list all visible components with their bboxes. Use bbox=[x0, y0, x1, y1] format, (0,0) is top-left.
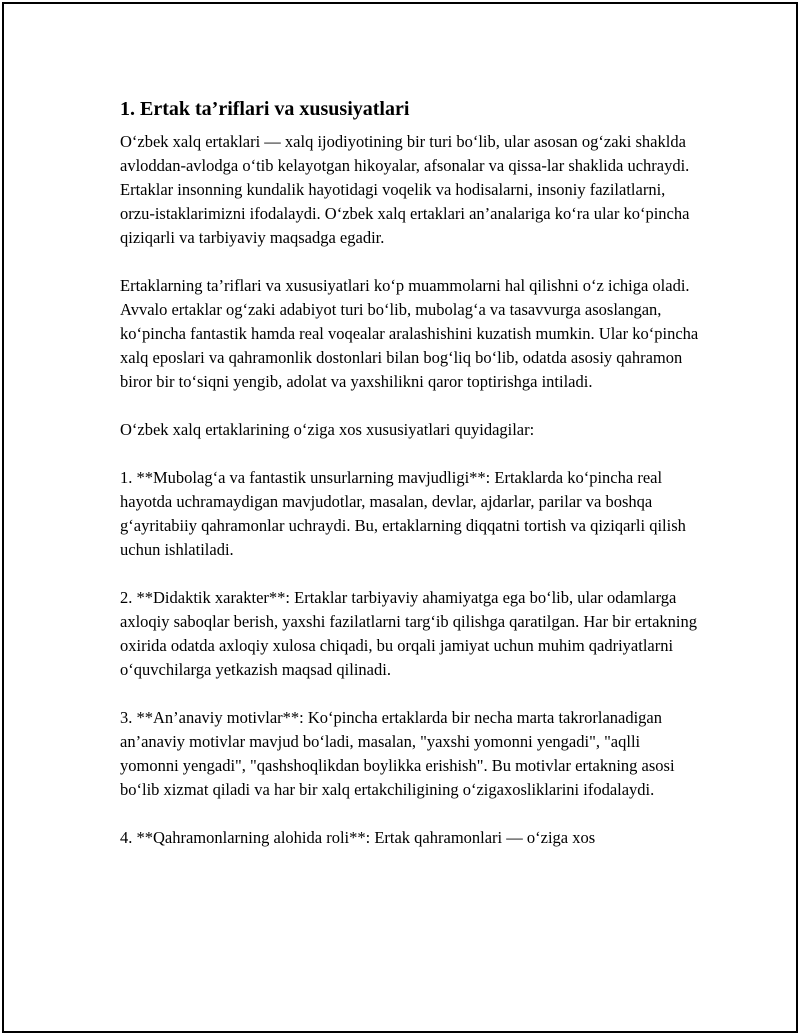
paragraph-definitions: Ertaklarning ta’riflari va xususiyatlari ko‘p muammolarni hal qilishni o‘z ichiga oladi. Avvalo ertaklar og‘zaki adabiyot turi bo‘lib, mubolag‘a va tasavvurga asoslangan, ko‘pincha fantastik hamda real voqealar aralashishini kuzatish mumkin. Ular ko‘pincha xalq eposlari va qahramonlik dostonlari bilan bog‘liq bo‘lib, odatda asosiy qahramon biror bir to‘siqni yengib, adolat va yaxshilikni qaror toptirishga intiladi. bbox=[120, 276, 699, 391]
section-heading: 1. Ertak ta’riflari va xususiyatlari bbox=[120, 98, 410, 120]
list-item-didactic: 2. **Didaktik xarakter**: Ertaklar tarbiyaviy ahamiyatga ega bo‘lib, ular odamlarga axloqiy saboqlar berish, yaxshi fazilatlarni targ‘ib qilishga qaratilgan. Har bir ertakning oxirida odatda axloqiy xulosa chiqadi, bu orqali jamiyat uchun muhim qadriyatlarni o‘quvchilarga yetkazish maqsad qilinadi. bbox=[120, 588, 698, 679]
document-page bbox=[2, 2, 798, 1033]
paragraph-features-intro: O‘zbek xalq ertaklarining o‘ziga xos xususiyatlari quyidagilar: bbox=[120, 420, 535, 439]
list-item-traditional-motifs: 3. **An’anaviy motivlar**: Ko‘pincha ertaklarda bir necha marta takrorlanadigan an’anaviy motivlar mavjud bo‘ladi, masalan, "yaxshi yomonni yengadi", "aqlli yomonni yengadi", "qashshoqlikdan boylikka erishish". Bu motivlar ertakning asosi bo‘lib xizmat qiladi va har bir xalq ertakchiligining o‘zigaxosliklarini ifodalaydi. bbox=[120, 708, 675, 799]
list-item-hyperbole: 1. **Mubolag‘a va fantastik unsurlarning mavjudligi**: Ertaklarda ko‘pincha real hayotda uchramaydigan mavjudotlar, masalan, devlar, ajdarlar, parilar va boshqa g‘ayritabiiy qahramonlar uchraydi. Bu, ertaklarning diqqatni tortish va qiziqarli qilish uchun ishlatiladi. bbox=[120, 468, 686, 559]
list-item-heroes-role: 4. **Qahramonlarning alohida roli**: Ertak qahramonlari — o‘ziga xos bbox=[120, 828, 596, 847]
paragraph-intro: O‘zbek xalq ertaklari — xalq ijodiyotining bir turi bo‘lib, ular asosan og‘zaki shaklda avloddan-avlodga o‘tib kelayotgan hikoyalar, afsonalar va qissa-lar shaklida uchraydi. Ertaklar insonning kundalik hayotidagi voqelik va hodisalarni, insoniy fazilatlarni, orzu-istaklarimizni ifodalaydi. O‘zbek xalq ertaklari an’analariga ko‘ra ular ko‘pincha qiziqarli va tarbiyaviy maqsadga egadir. bbox=[120, 132, 690, 247]
document-body bbox=[120, 96, 700, 874]
